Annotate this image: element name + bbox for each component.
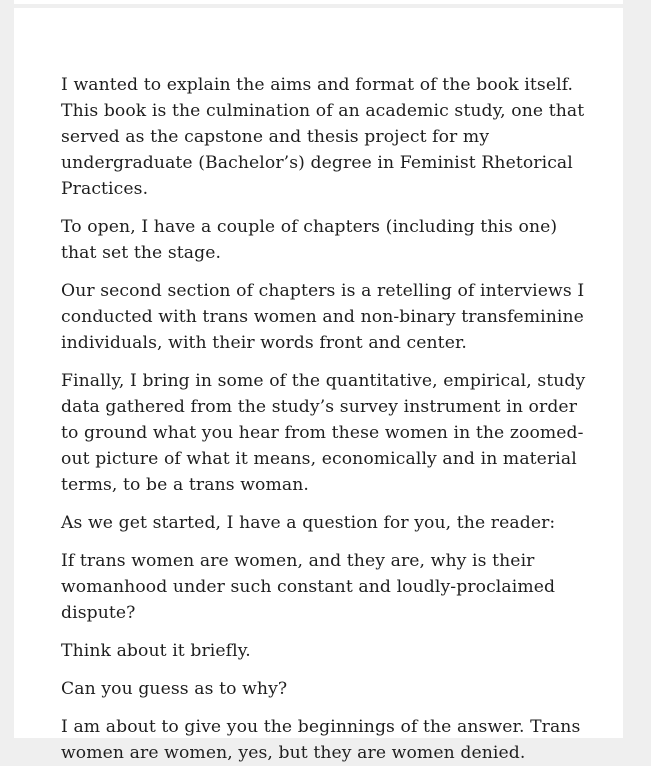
paragraph-answer: I am about to give you the beginnings of the answer. Trans women are women, yes, but they are women denied. [61, 717, 581, 763]
paragraph-question-intro: As we get started, I have a question for you, the reader: [61, 513, 556, 533]
page-top-edge [14, 0, 623, 4]
paragraph-second-section: Our second section of chapters is a retelling of interviews I conducted with trans women and non-binary transfeminine individuals, with their words front and center. [61, 281, 585, 353]
paragraph-aims: I wanted to explain the aims and format of the book itself. This book is the culmination of an academic study, one that served as the capstone and thesis project for my undergraduate (Bachelor’s) degree in Feminist Rhetorical Practices. [61, 75, 585, 199]
paragraph-think: Think about it briefly. [61, 641, 251, 661]
paragraph-question: If trans women are women, and they are, why is their womanhood under such constant and loudly-proclaimed dispute? [61, 551, 556, 623]
paragraph-quantitative-data: Finally, I bring in some of the quantitative, empirical, study data gathered from the study’s survey instrument in order to ground what you hear from these women in the zoomed-out picture of what it means, economically and in material terms, to be a trans woman. [61, 371, 586, 495]
paragraph-guess: Can you guess as to why? [61, 679, 288, 699]
paragraph-opening-chapters: To open, I have a couple of chapters (including this one) that set the stage. [61, 217, 558, 263]
document-page [14, 8, 623, 763]
